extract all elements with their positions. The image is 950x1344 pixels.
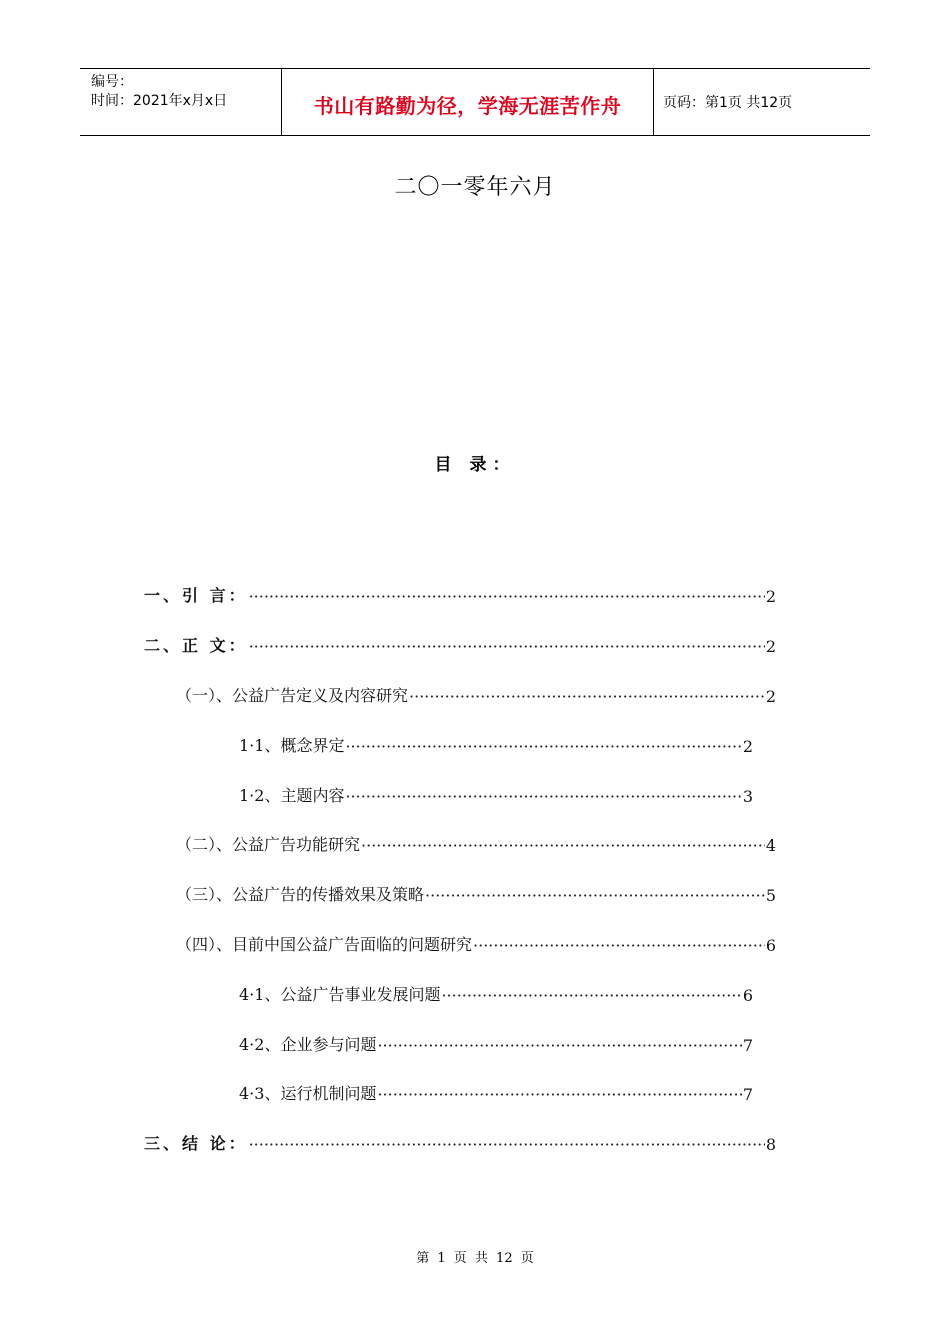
header-meta (80, 69, 282, 135)
toc-leader-dots (441, 986, 741, 1005)
toc-leader-dots (377, 1036, 741, 1055)
toc-leader-dots (249, 587, 765, 606)
toc-title: 目 录： (434, 455, 516, 475)
toc-entry-label: （二）、公益广告功能研究 (176, 835, 361, 854)
toc-entry[interactable] (239, 981, 753, 1005)
toc-leader-dots (473, 936, 765, 955)
motto-text: 书山有路勤为径，学海无涯苦作舟 (313, 93, 622, 118)
toc-entry[interactable] (239, 1080, 753, 1104)
toc-entry-page: 8 (765, 1135, 776, 1154)
toc-leader-dots (249, 1135, 765, 1154)
toc-leader-dots (345, 737, 741, 756)
toc-entry-page: 6 (765, 936, 776, 955)
toc-entry[interactable] (176, 831, 776, 855)
number-label: 编号： (91, 74, 133, 90)
toc-leader-dots (425, 886, 765, 905)
toc-entry-page: 2 (765, 637, 776, 656)
toc-leader-dots (377, 1085, 741, 1104)
toc-entry[interactable] (176, 931, 776, 955)
toc-entry-label: 1·2、主题内容 (239, 786, 345, 805)
time-label: 时间：2021年x月x日 (91, 93, 228, 109)
header-motto-cell (282, 69, 654, 135)
toc-leader-dots (361, 836, 765, 855)
toc-entry[interactable] (239, 1031, 753, 1055)
toc-entry-label: （三）、公益广告的传播效果及策略 (176, 885, 425, 904)
toc-entry-page: 4 (765, 836, 776, 855)
header-page-info (654, 69, 870, 135)
toc-entry-page: 6 (742, 986, 753, 1005)
page-info-text: 页码：第1页 共12页 (663, 95, 793, 111)
page-footer: 第 1 页 共 12 页 (416, 1251, 534, 1266)
toc-entry-page: 3 (742, 787, 753, 806)
toc-entry-label: 4·1、公益广告事业发展问题 (239, 985, 441, 1004)
toc-entry[interactable] (144, 632, 776, 656)
toc-entry-label: 4·3、运行机制问题 (239, 1084, 377, 1103)
toc-entry[interactable] (144, 582, 776, 606)
toc-leader-dots (249, 637, 765, 656)
toc-entry[interactable] (176, 682, 776, 706)
toc-entry[interactable] (176, 881, 776, 905)
toc-entry-label: （四）、目前中国公益广告面临的问题研究 (176, 935, 473, 954)
date-title: 二〇一零年六月 (394, 175, 556, 200)
toc-entry-label: 一、引 言： (144, 586, 248, 605)
document-header (80, 68, 870, 136)
toc-entry-page: 2 (765, 687, 776, 706)
toc-entry-page: 7 (742, 1085, 753, 1104)
toc-entry-label: 4·2、企业参与问题 (239, 1035, 377, 1054)
toc-entry[interactable] (144, 1130, 776, 1154)
toc-entry[interactable] (239, 732, 753, 756)
toc-entry-label: 三、结 论： (144, 1134, 248, 1153)
toc-leader-dots (345, 787, 741, 806)
toc-entry-label: （一）、公益广告定义及内容研究 (176, 686, 409, 705)
toc-entry-page: 2 (742, 737, 753, 756)
toc-entry-label: 1·1、概念界定 (239, 736, 345, 755)
toc-entry-page: 5 (765, 886, 776, 905)
toc-entry[interactable] (239, 782, 753, 806)
toc-entry-page: 2 (765, 587, 776, 606)
toc-leader-dots (409, 687, 765, 706)
toc-entry-label: 二、正 文： (144, 636, 248, 655)
toc-entry-page: 7 (742, 1036, 753, 1055)
